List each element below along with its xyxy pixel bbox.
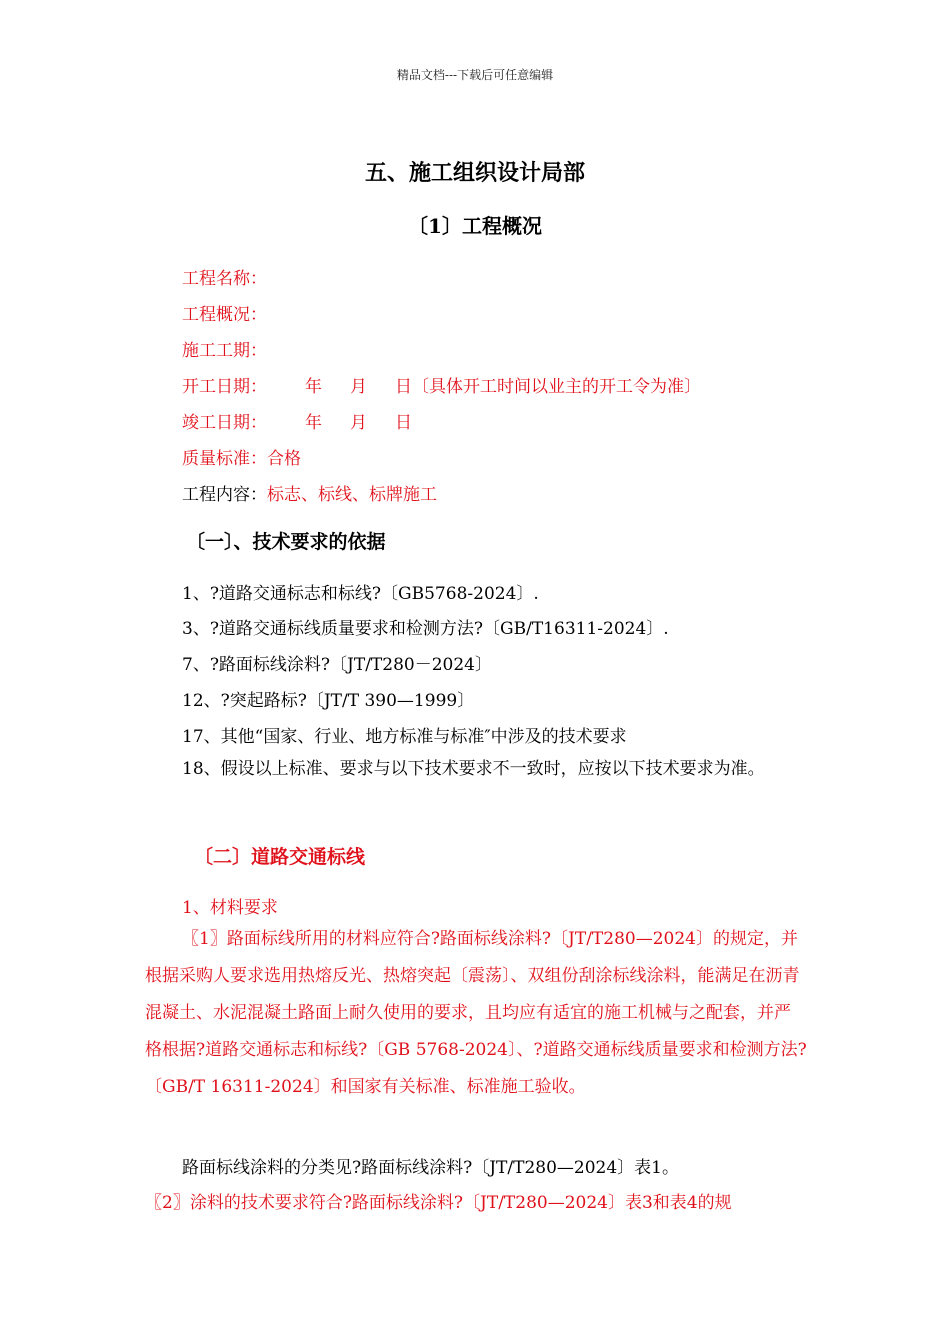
start-month: 月 [350,377,367,397]
project-name-label: 工程名称： [182,269,267,289]
page-title: 五、施工组织设计局部 [364,160,585,186]
classification-paragraph: 路面标线涂料的分类见?路面标线涂料?〔JT/T280—2024〕表1。 [182,1158,679,1178]
basis-item: 1、?道路交通标志和标线?〔GB5768-2024〕. [182,584,539,604]
section2-heading: 〔二〕道路交通标线 [194,846,366,868]
end-date-row [182,408,412,433]
end-date-label: 竣工日期： [182,413,267,433]
start-day: 日 [395,377,412,397]
end-day: 日 [395,413,412,433]
start-year: 年 [305,377,322,397]
quality-standard: 质量标准：合格 [182,449,301,469]
section-subtitle: 〔1〕工程概况 [408,214,542,238]
start-date-note: 〔具体开工时间以业主的开工令为准〕 [412,377,701,397]
material-requirements-heading: 1、材料要求 [182,898,278,918]
end-month: 月 [350,413,367,433]
project-content-row [182,480,437,505]
material-paragraph-1: 〖1〗路面标线所用的材料应符合?路面标线涂料?〔JT/T280—2024〕的规定，并根据采购人要求选用热熔反光、热熔突起〔震荡〕、双组份刮涂标线涂料，能满足在沥青混凝土、水泥混凝土路面上耐久使用的要求，且均应有适宜的施工机械与之配套，并严格根据?道路交通标志和标线?〔GB 5768-2024〕、?道路交通标线质量要求和检测方法?〔GB/T 16311-2024〕和国家有关标准、标准施工验收。 [145,929,807,1097]
basis-item: 12、?突起路标?〔JT/T 390—1999〕 [182,691,475,711]
end-year: 年 [305,413,322,433]
project-content-value: 标志、标线、标牌施工 [267,485,437,505]
basis-item: 7、?路面标线涂料?〔JT/T280－2024〕 [182,655,492,675]
page-header: 精品文档---下载后可任意编辑 [396,68,554,82]
basis-item: 17、其他“国家、行业、地方标准与标准″中涉及的技术要求 [182,727,627,747]
material-paragraph-2: 〖2〗涂料的技术要求符合?路面标线涂料?〔JT/T280—2024〕表3和表4的规 [145,1193,732,1213]
basis-item: 3、?道路交通标线质量要求和检测方法?〔GB/T16311-2024〕. [182,619,669,639]
start-date-row [182,372,701,397]
basis-item-18: 18、假设以上标准、要求与以下技术要求不一致时，应按以下技术要求为准。 [182,759,765,779]
project-content-label: 工程内容： [182,485,267,505]
construction-period-label: 施工工期： [182,341,267,361]
start-date-label: 开工日期： [182,377,267,397]
section1-heading: 〔一〕、技术要求的依据 [186,531,386,553]
project-overview-label: 工程概况： [182,305,267,325]
